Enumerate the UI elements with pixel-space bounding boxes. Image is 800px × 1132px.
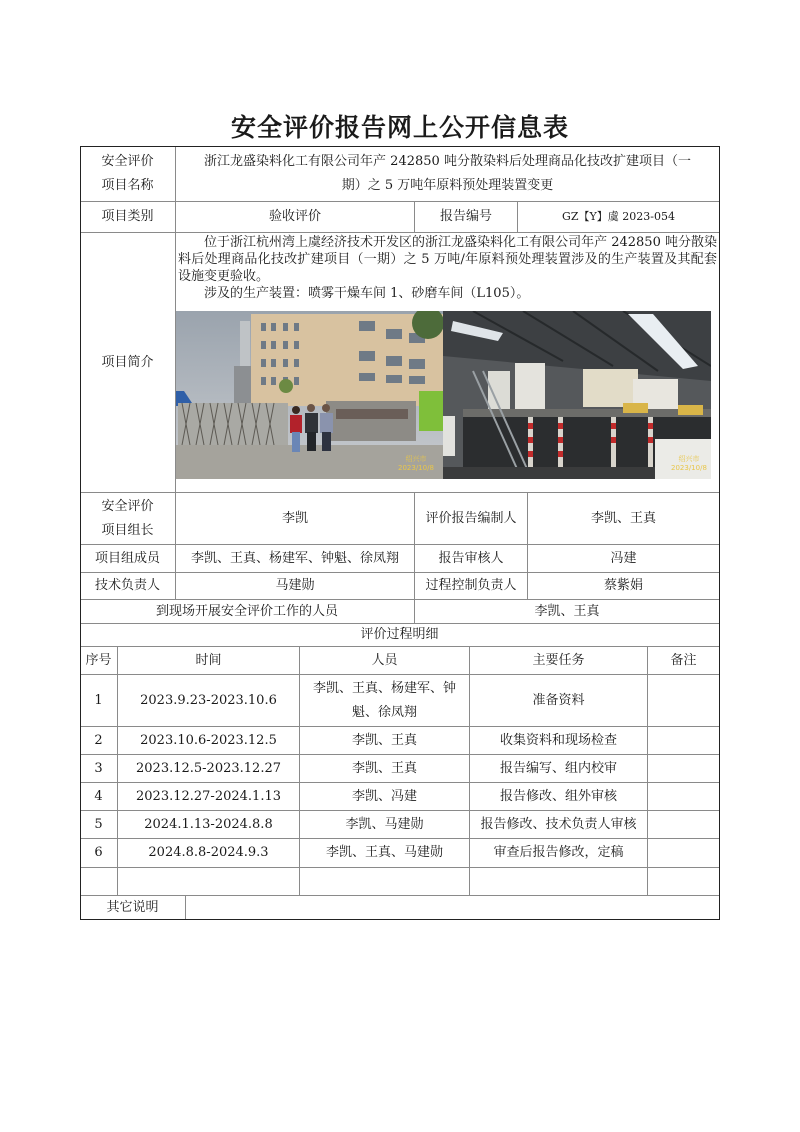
tech-lead-value: 马建勋 — [176, 573, 415, 600]
row-no — [80, 868, 118, 896]
stamp-location: 绍兴市 — [405, 455, 427, 463]
row-time: 2023.9.23-2023.10.6 — [118, 675, 300, 727]
row-time — [118, 868, 300, 896]
stamp-date: 2023/10/8 — [671, 464, 707, 472]
site-gate-image — [176, 311, 443, 479]
report-reviewer-value: 冯建 — [528, 545, 719, 573]
row-note — [648, 783, 719, 811]
row-task: 报告修改、组外审核 — [470, 783, 648, 811]
row-no: 3 — [80, 755, 118, 783]
row-time: 2023.10.6-2023.12.5 — [118, 727, 300, 755]
onsite-staff-label: 到现场开展安全评价工作的人员 — [80, 600, 415, 624]
row-people: 李凯、马建勋 — [300, 811, 470, 839]
label-line: 项目名称 — [101, 177, 154, 193]
row-note — [648, 868, 719, 896]
report-number-value: GZ【Y】虞 2023-054 — [518, 202, 719, 233]
row-task: 审查后报告修改，定稿 — [470, 839, 648, 868]
team-members-value: 李凯、王真、杨建军、钟魁、徐凤翔 — [176, 545, 415, 573]
process-section-title: 评价过程明细 — [80, 624, 719, 647]
row-people — [300, 675, 470, 727]
row-people: 李凯、王真 — [300, 727, 470, 755]
project-name-line: 期）之 5 万吨年原料预处理装置变更 — [341, 177, 554, 193]
project-intro-content — [176, 233, 719, 493]
row-note — [648, 727, 719, 755]
row-note — [648, 811, 719, 839]
row-people: 李凯、王真、马建勋 — [300, 839, 470, 868]
label-line: 安全评价 — [101, 498, 154, 514]
row-no: 1 — [80, 675, 118, 727]
team-leader-value: 李凯 — [176, 493, 415, 545]
workshop-image — [443, 311, 711, 479]
workshop-photo — [443, 311, 711, 479]
row-no: 4 — [80, 783, 118, 811]
row-no: 5 — [80, 811, 118, 839]
report-reviewer-label: 报告审核人 — [415, 545, 528, 573]
row-task: 报告编写、组内校审 — [470, 755, 648, 783]
column-header-note: 备注 — [648, 647, 719, 675]
column-header-time: 时间 — [118, 647, 300, 675]
tech-lead-label: 技术负责人 — [80, 573, 176, 600]
project-name-label — [80, 146, 176, 202]
people-line: 魁、徐凤翔 — [351, 704, 417, 720]
row-task: 准备资料 — [470, 675, 648, 727]
row-people: 李凯、王真 — [300, 755, 470, 783]
row-no: 6 — [80, 839, 118, 868]
page-title: 安全评价报告网上公开信息表 — [230, 113, 569, 142]
other-notes-label: 其它说明 — [80, 896, 186, 920]
process-control-value: 蔡紫娟 — [528, 573, 719, 600]
row-time: 2023.12.27-2024.1.13 — [118, 783, 300, 811]
team-members-label: 项目组成员 — [80, 545, 176, 573]
row-time: 2024.1.13-2024.8.8 — [118, 811, 300, 839]
onsite-staff-value: 李凯、王真 — [415, 600, 719, 624]
photo-stamp — [398, 455, 434, 473]
report-number-label: 报告编号 — [415, 202, 518, 233]
stamp-location: 绍兴市 — [678, 455, 700, 463]
site-gate-photo — [176, 311, 443, 479]
row-task — [470, 868, 648, 896]
intro-paragraph: 位于浙江杭州湾上虞经济技术开发区的浙江龙盛染料化工有限公司年产 242850 吨分散染料后处理商品化技改扩建项目（一期）之 5 万吨/年原料预处理装置涉及的生产装置及其配套设施变更验收。 — [178, 235, 717, 284]
row-time: 2023.12.5-2023.12.27 — [118, 755, 300, 783]
photo-stamp — [671, 455, 707, 473]
column-header-no: 序号 — [80, 647, 118, 675]
report-compiler-label: 评价报告编制人 — [415, 493, 528, 545]
project-category-value: 验收评价 — [176, 202, 415, 233]
label-line: 项目组长 — [101, 522, 154, 538]
project-intro-label: 项目简介 — [80, 233, 176, 493]
stamp-date: 2023/10/8 — [398, 464, 434, 472]
column-header-people: 人员 — [300, 647, 470, 675]
row-people: 李凯、冯建 — [300, 783, 470, 811]
row-task: 报告修改、技术负责人审核 — [470, 811, 648, 839]
row-task: 收集资料和现场检查 — [470, 727, 648, 755]
project-category-label: 项目类别 — [80, 202, 176, 233]
label-line: 安全评价 — [101, 153, 154, 169]
row-no: 2 — [80, 727, 118, 755]
process-control-label: 过程控制负责人 — [415, 573, 528, 600]
row-people — [300, 868, 470, 896]
row-note — [648, 755, 719, 783]
report-compiler-value: 李凯、王真 — [528, 493, 719, 545]
row-note — [648, 675, 719, 727]
project-name-value — [176, 146, 719, 202]
column-header-task: 主要任务 — [470, 647, 648, 675]
row-time: 2024.8.8-2024.9.3 — [118, 839, 300, 868]
project-name-line: 浙江龙盛染料化工有限公司年产 242850 吨分散染料后处理商品化技改扩建项目（一 — [204, 153, 691, 169]
people-line: 李凯、王真、杨建军、钟 — [312, 680, 456, 696]
other-notes-value — [186, 896, 719, 920]
team-leader-label — [80, 493, 176, 545]
row-note — [648, 839, 719, 868]
intro-paragraph: 涉及的生产装置：喷雾干燥车间 1、砂磨车间（L105）。 — [204, 286, 530, 301]
